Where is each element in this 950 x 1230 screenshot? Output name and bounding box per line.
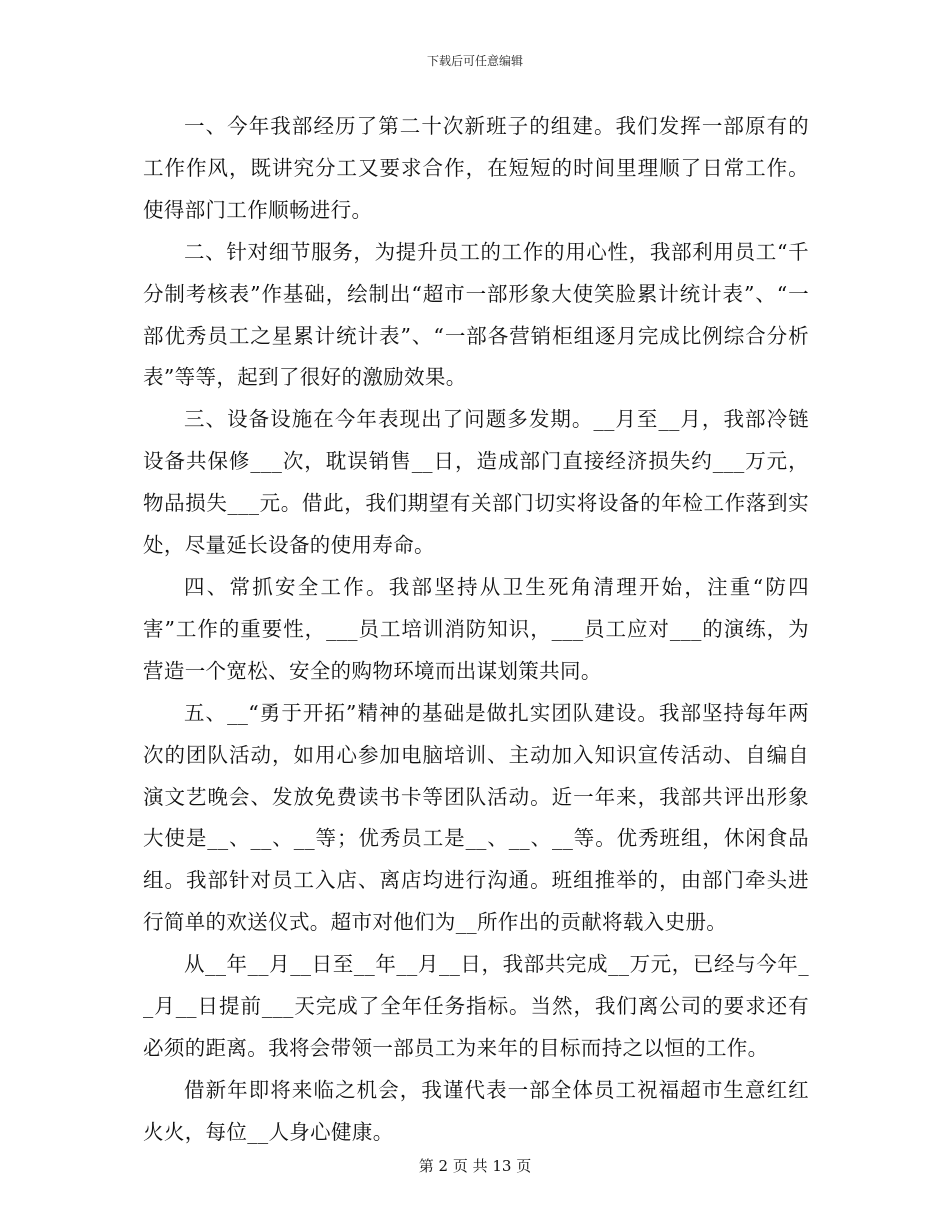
paragraph-5: 五、__“勇于开拓”精神的基础是做扎实团队建设。我部坚持每年两次的团队活动，如用心参加电脑培训、主动加入知识宣传活动、自编自演文艺晚会、发放免费读书卡等团队活动。近一年来，我部共评出形象大使是__、__、__等；优秀员工是__、__、__等。优秀班组，休闲食品组。我部针对员工入店、离店均进行沟通。班组推举的，由部门牵头进行简单的欢送仪式。超市对他们为__所作出的贡献将载入史册。 <box>143 700 809 935</box>
paragraph-6: 从__年__月__日至__年__月__日，我部共完成__万元，已经与今年__月__日提前___天完成了全年任务指标。当然，我们离公司的要求还有必须的距离。我将会带领一部员工为来年的目标而持之以恒的工作。 <box>143 952 809 1060</box>
paragraph-7: 借新年即将来临之机会，我谨代表一部全体员工祝福超市生意红红火火，每位__人身心健康。 <box>143 1077 809 1144</box>
paragraph-4: 四、常抓安全工作。我部坚持从卫生死角清理开始，注重“防四害”工作的重要性，___员工培训消防知识，___员工应对___的演练，为营造一个宽松、安全的购物环境而出谋划策共同。 <box>143 574 809 683</box>
paragraph-2: 二、针对细节服务，为提升员工的工作的用心性，我部利用员工“千分制考核表”作基础，绘制出“超市一部形象大使笑脸累计统计表”、“一部优秀员工之星累计统计表”、“一部各营销柜组逐月完成比例综合分析表”等等，起到了很好的激励效果。 <box>143 239 809 390</box>
page-number: 第 2 页 共 13 页 <box>418 1157 532 1175</box>
paragraph-1: 一、今年我部经历了第二十次新班子的组建。我们发挥一部原有的工作作风，既讲究分工又要求合作，在短短的时间里理顺了日常工作。使得部门工作顺畅进行。 <box>143 114 809 222</box>
document-body <box>143 106 809 1154</box>
paragraph-3: 三、设备设施在今年表现出了问题多发期。__月至__月，我部冷链设备共保修___次，耽误销售__日，造成部门直接经济损失约___万元，物品损失___元。借此，我们期望有关部门切实将设备的年检工作落到实处，尽量延长设备的使用寿命。 <box>143 407 809 558</box>
page-header-note: 下载后可任意编辑 <box>426 54 523 68</box>
